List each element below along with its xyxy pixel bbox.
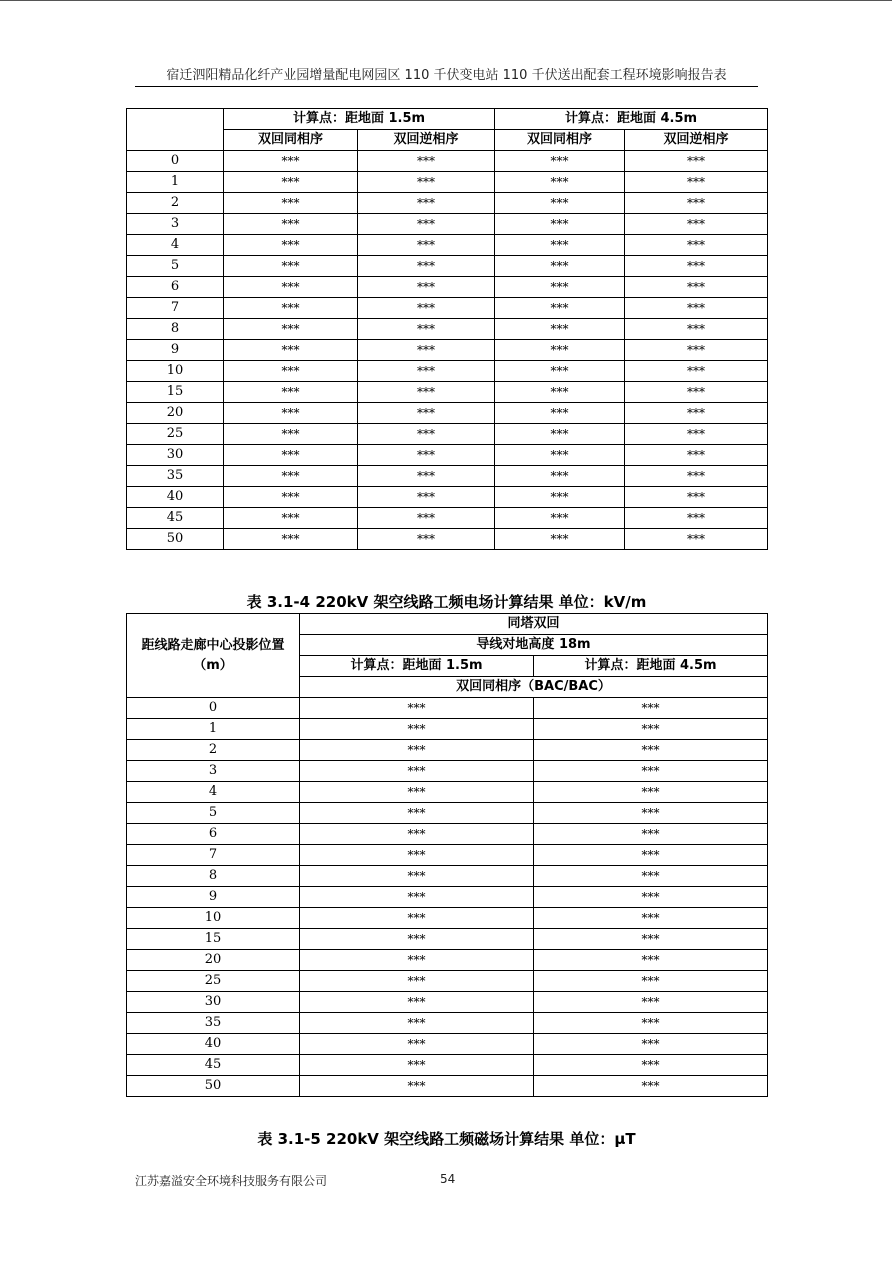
value-cell: *** bbox=[625, 214, 768, 235]
table-row bbox=[127, 445, 768, 466]
value-cell: *** bbox=[300, 971, 534, 992]
value-cell: *** bbox=[358, 340, 495, 361]
column-header: 双回同相序 bbox=[495, 130, 625, 151]
table-electric-field-110kv bbox=[126, 108, 768, 550]
value-cell: *** bbox=[224, 529, 358, 550]
table-row bbox=[127, 950, 768, 971]
table-row bbox=[127, 424, 768, 445]
position-cell: 40 bbox=[127, 1034, 300, 1055]
value-cell: *** bbox=[224, 487, 358, 508]
value-cell: *** bbox=[224, 361, 358, 382]
group-header: 计算点：距地面 4.5m bbox=[495, 109, 768, 130]
table-row bbox=[127, 319, 768, 340]
value-cell: *** bbox=[358, 235, 495, 256]
value-cell: *** bbox=[224, 151, 358, 172]
value-cell: *** bbox=[224, 382, 358, 403]
value-cell: *** bbox=[300, 740, 534, 761]
value-cell: *** bbox=[300, 1055, 534, 1076]
page-header: 宿迁泗阳精品化纤产业园增量配电网园区 110 千伏变电站 110 千伏送出配套工程环境影响报告表 bbox=[135, 64, 758, 87]
table-row bbox=[127, 824, 768, 845]
value-cell: *** bbox=[300, 698, 534, 719]
table-row bbox=[127, 151, 768, 172]
row-header: 距线路走廊中心投影位置（m） bbox=[127, 614, 300, 698]
position-cell: 9 bbox=[127, 340, 224, 361]
table-row bbox=[127, 698, 768, 719]
value-cell: *** bbox=[358, 319, 495, 340]
value-cell: *** bbox=[300, 761, 534, 782]
phase-header: 双回同相序（BAC/BAC） bbox=[300, 677, 768, 698]
value-cell: *** bbox=[534, 719, 768, 740]
table-row bbox=[127, 508, 768, 529]
value-cell: *** bbox=[495, 340, 625, 361]
value-cell: *** bbox=[625, 466, 768, 487]
column-header: 计算点：距地面 1.5m bbox=[300, 656, 534, 677]
value-cell: *** bbox=[534, 950, 768, 971]
value-cell: *** bbox=[224, 298, 358, 319]
value-cell: *** bbox=[495, 424, 625, 445]
table-row bbox=[127, 235, 768, 256]
value-cell: *** bbox=[625, 424, 768, 445]
table-row bbox=[127, 866, 768, 887]
position-cell: 50 bbox=[127, 1076, 300, 1097]
position-cell: 6 bbox=[127, 824, 300, 845]
value-cell: *** bbox=[495, 529, 625, 550]
value-cell: *** bbox=[224, 466, 358, 487]
table-row bbox=[127, 740, 768, 761]
table-row bbox=[127, 214, 768, 235]
table-row bbox=[127, 992, 768, 1013]
value-cell: *** bbox=[495, 235, 625, 256]
value-cell: *** bbox=[495, 403, 625, 424]
value-cell: *** bbox=[495, 193, 625, 214]
value-cell: *** bbox=[625, 172, 768, 193]
value-cell: *** bbox=[300, 1034, 534, 1055]
table-row bbox=[127, 256, 768, 277]
position-cell: 7 bbox=[127, 298, 224, 319]
value-cell: *** bbox=[300, 1013, 534, 1034]
table-row bbox=[127, 298, 768, 319]
position-cell: 45 bbox=[127, 1055, 300, 1076]
value-cell: *** bbox=[534, 971, 768, 992]
position-cell: 8 bbox=[127, 866, 300, 887]
position-cell: 40 bbox=[127, 487, 224, 508]
position-cell: 35 bbox=[127, 466, 224, 487]
table-row bbox=[127, 719, 768, 740]
position-cell: 15 bbox=[127, 382, 224, 403]
value-cell: *** bbox=[224, 277, 358, 298]
position-cell: 10 bbox=[127, 908, 300, 929]
value-cell: *** bbox=[495, 487, 625, 508]
value-cell: *** bbox=[625, 340, 768, 361]
value-cell: *** bbox=[495, 361, 625, 382]
value-cell: *** bbox=[300, 992, 534, 1013]
value-cell: *** bbox=[495, 298, 625, 319]
column-header: 计算点：距地面 4.5m bbox=[534, 656, 768, 677]
value-cell: *** bbox=[300, 719, 534, 740]
value-cell: *** bbox=[358, 298, 495, 319]
value-cell: *** bbox=[625, 487, 768, 508]
value-cell: *** bbox=[358, 445, 495, 466]
position-cell: 20 bbox=[127, 403, 224, 424]
value-cell: *** bbox=[625, 529, 768, 550]
value-cell: *** bbox=[534, 1034, 768, 1055]
value-cell: *** bbox=[534, 782, 768, 803]
value-cell: *** bbox=[224, 424, 358, 445]
value-cell: *** bbox=[625, 382, 768, 403]
value-cell: *** bbox=[358, 151, 495, 172]
value-cell: *** bbox=[534, 1076, 768, 1097]
value-cell: *** bbox=[625, 193, 768, 214]
table-row bbox=[127, 1013, 768, 1034]
value-cell: *** bbox=[625, 277, 768, 298]
value-cell: *** bbox=[534, 1055, 768, 1076]
value-cell: *** bbox=[300, 824, 534, 845]
position-cell: 0 bbox=[127, 151, 224, 172]
value-cell: *** bbox=[625, 508, 768, 529]
value-cell: *** bbox=[495, 214, 625, 235]
value-cell: *** bbox=[300, 866, 534, 887]
value-cell: *** bbox=[358, 382, 495, 403]
value-cell: *** bbox=[534, 824, 768, 845]
table-row bbox=[127, 382, 768, 403]
value-cell: *** bbox=[625, 319, 768, 340]
value-cell: *** bbox=[224, 235, 358, 256]
table-row bbox=[127, 466, 768, 487]
table-caption: 表 3.1-5 220kV 架空线路工频磁场计算结果 单位：μT bbox=[257, 1130, 636, 1148]
value-cell: *** bbox=[358, 361, 495, 382]
value-cell: *** bbox=[495, 445, 625, 466]
position-cell: 4 bbox=[127, 235, 224, 256]
value-cell: *** bbox=[358, 466, 495, 487]
table-row bbox=[127, 761, 768, 782]
value-cell: *** bbox=[358, 508, 495, 529]
table-row bbox=[127, 908, 768, 929]
table-row bbox=[127, 172, 768, 193]
position-cell: 30 bbox=[127, 992, 300, 1013]
value-cell: *** bbox=[625, 298, 768, 319]
position-cell: 20 bbox=[127, 950, 300, 971]
table-row bbox=[127, 929, 768, 950]
position-cell: 1 bbox=[127, 172, 224, 193]
value-cell: *** bbox=[300, 929, 534, 950]
position-cell: 15 bbox=[127, 929, 300, 950]
table-row bbox=[127, 782, 768, 803]
value-cell: *** bbox=[300, 845, 534, 866]
value-cell: *** bbox=[534, 929, 768, 950]
column-header: 双回同相序 bbox=[224, 130, 358, 151]
value-cell: *** bbox=[358, 529, 495, 550]
position-cell: 25 bbox=[127, 971, 300, 992]
position-cell: 7 bbox=[127, 845, 300, 866]
table-row bbox=[127, 403, 768, 424]
value-cell: *** bbox=[300, 803, 534, 824]
position-cell: 1 bbox=[127, 719, 300, 740]
value-cell: *** bbox=[534, 803, 768, 824]
table-row bbox=[127, 277, 768, 298]
value-cell: *** bbox=[495, 319, 625, 340]
table-row bbox=[127, 845, 768, 866]
value-cell: *** bbox=[358, 172, 495, 193]
table-row bbox=[127, 887, 768, 908]
value-cell: *** bbox=[495, 382, 625, 403]
value-cell: *** bbox=[625, 256, 768, 277]
group-header: 计算点：距地面 1.5m bbox=[224, 109, 495, 130]
value-cell: *** bbox=[300, 950, 534, 971]
table-row bbox=[127, 1076, 768, 1097]
table-caption: 表 3.1-4 220kV 架空线路工频电场计算结果 单位：kV/m bbox=[246, 593, 647, 611]
position-cell: 5 bbox=[127, 803, 300, 824]
height-header: 导线对地高度 18m bbox=[300, 635, 768, 656]
value-cell: *** bbox=[358, 193, 495, 214]
table-row bbox=[127, 971, 768, 992]
table-row bbox=[127, 487, 768, 508]
value-cell: *** bbox=[625, 361, 768, 382]
value-cell: *** bbox=[224, 403, 358, 424]
value-cell: *** bbox=[495, 172, 625, 193]
position-cell: 3 bbox=[127, 761, 300, 782]
position-cell: 10 bbox=[127, 361, 224, 382]
position-cell: 35 bbox=[127, 1013, 300, 1034]
table-row bbox=[127, 1055, 768, 1076]
table-row bbox=[127, 340, 768, 361]
value-cell: *** bbox=[224, 172, 358, 193]
position-cell: 5 bbox=[127, 256, 224, 277]
table-electric-field-220kv bbox=[126, 613, 768, 1097]
value-cell: *** bbox=[300, 782, 534, 803]
value-cell: *** bbox=[358, 424, 495, 445]
value-cell: *** bbox=[300, 1076, 534, 1097]
page-number: 54 bbox=[440, 1172, 456, 1186]
value-cell: *** bbox=[224, 340, 358, 361]
value-cell: *** bbox=[300, 887, 534, 908]
position-cell: 3 bbox=[127, 214, 224, 235]
table-row bbox=[127, 529, 768, 550]
table-row bbox=[127, 361, 768, 382]
value-cell: *** bbox=[625, 235, 768, 256]
table-row bbox=[127, 1034, 768, 1055]
value-cell: *** bbox=[495, 277, 625, 298]
value-cell: *** bbox=[358, 487, 495, 508]
value-cell: *** bbox=[534, 845, 768, 866]
value-cell: *** bbox=[495, 151, 625, 172]
value-cell: *** bbox=[534, 887, 768, 908]
column-header: 双回逆相序 bbox=[625, 130, 768, 151]
position-cell: 0 bbox=[127, 698, 300, 719]
value-cell: *** bbox=[358, 214, 495, 235]
position-cell: 2 bbox=[127, 740, 300, 761]
value-cell: *** bbox=[534, 992, 768, 1013]
top-border bbox=[0, 0, 892, 1]
value-cell: *** bbox=[358, 277, 495, 298]
position-cell: 9 bbox=[127, 887, 300, 908]
value-cell: *** bbox=[534, 698, 768, 719]
table-row bbox=[127, 193, 768, 214]
value-cell: *** bbox=[358, 403, 495, 424]
value-cell: *** bbox=[224, 445, 358, 466]
position-cell: 45 bbox=[127, 508, 224, 529]
value-cell: *** bbox=[534, 1013, 768, 1034]
value-cell: *** bbox=[224, 256, 358, 277]
value-cell: *** bbox=[495, 508, 625, 529]
value-cell: *** bbox=[224, 508, 358, 529]
value-cell: *** bbox=[495, 256, 625, 277]
value-cell: *** bbox=[224, 319, 358, 340]
value-cell: *** bbox=[534, 761, 768, 782]
position-cell: 4 bbox=[127, 782, 300, 803]
position-cell: 8 bbox=[127, 319, 224, 340]
value-cell: *** bbox=[534, 866, 768, 887]
position-cell: 50 bbox=[127, 529, 224, 550]
position-cell: 2 bbox=[127, 193, 224, 214]
column-header: 双回逆相序 bbox=[358, 130, 495, 151]
value-cell: *** bbox=[625, 151, 768, 172]
position-cell: 25 bbox=[127, 424, 224, 445]
tower-header: 同塔双回 bbox=[300, 614, 768, 635]
position-cell: 6 bbox=[127, 277, 224, 298]
table-row bbox=[127, 803, 768, 824]
value-cell: *** bbox=[224, 214, 358, 235]
value-cell: *** bbox=[300, 908, 534, 929]
value-cell: *** bbox=[358, 256, 495, 277]
value-cell: *** bbox=[534, 740, 768, 761]
value-cell: *** bbox=[625, 445, 768, 466]
position-cell: 30 bbox=[127, 445, 224, 466]
corner-cell bbox=[127, 109, 224, 151]
footer-company: 江苏嘉溢安全环境科技服务有限公司 bbox=[135, 1174, 328, 1188]
value-cell: *** bbox=[224, 193, 358, 214]
value-cell: *** bbox=[625, 403, 768, 424]
value-cell: *** bbox=[495, 466, 625, 487]
value-cell: *** bbox=[534, 908, 768, 929]
